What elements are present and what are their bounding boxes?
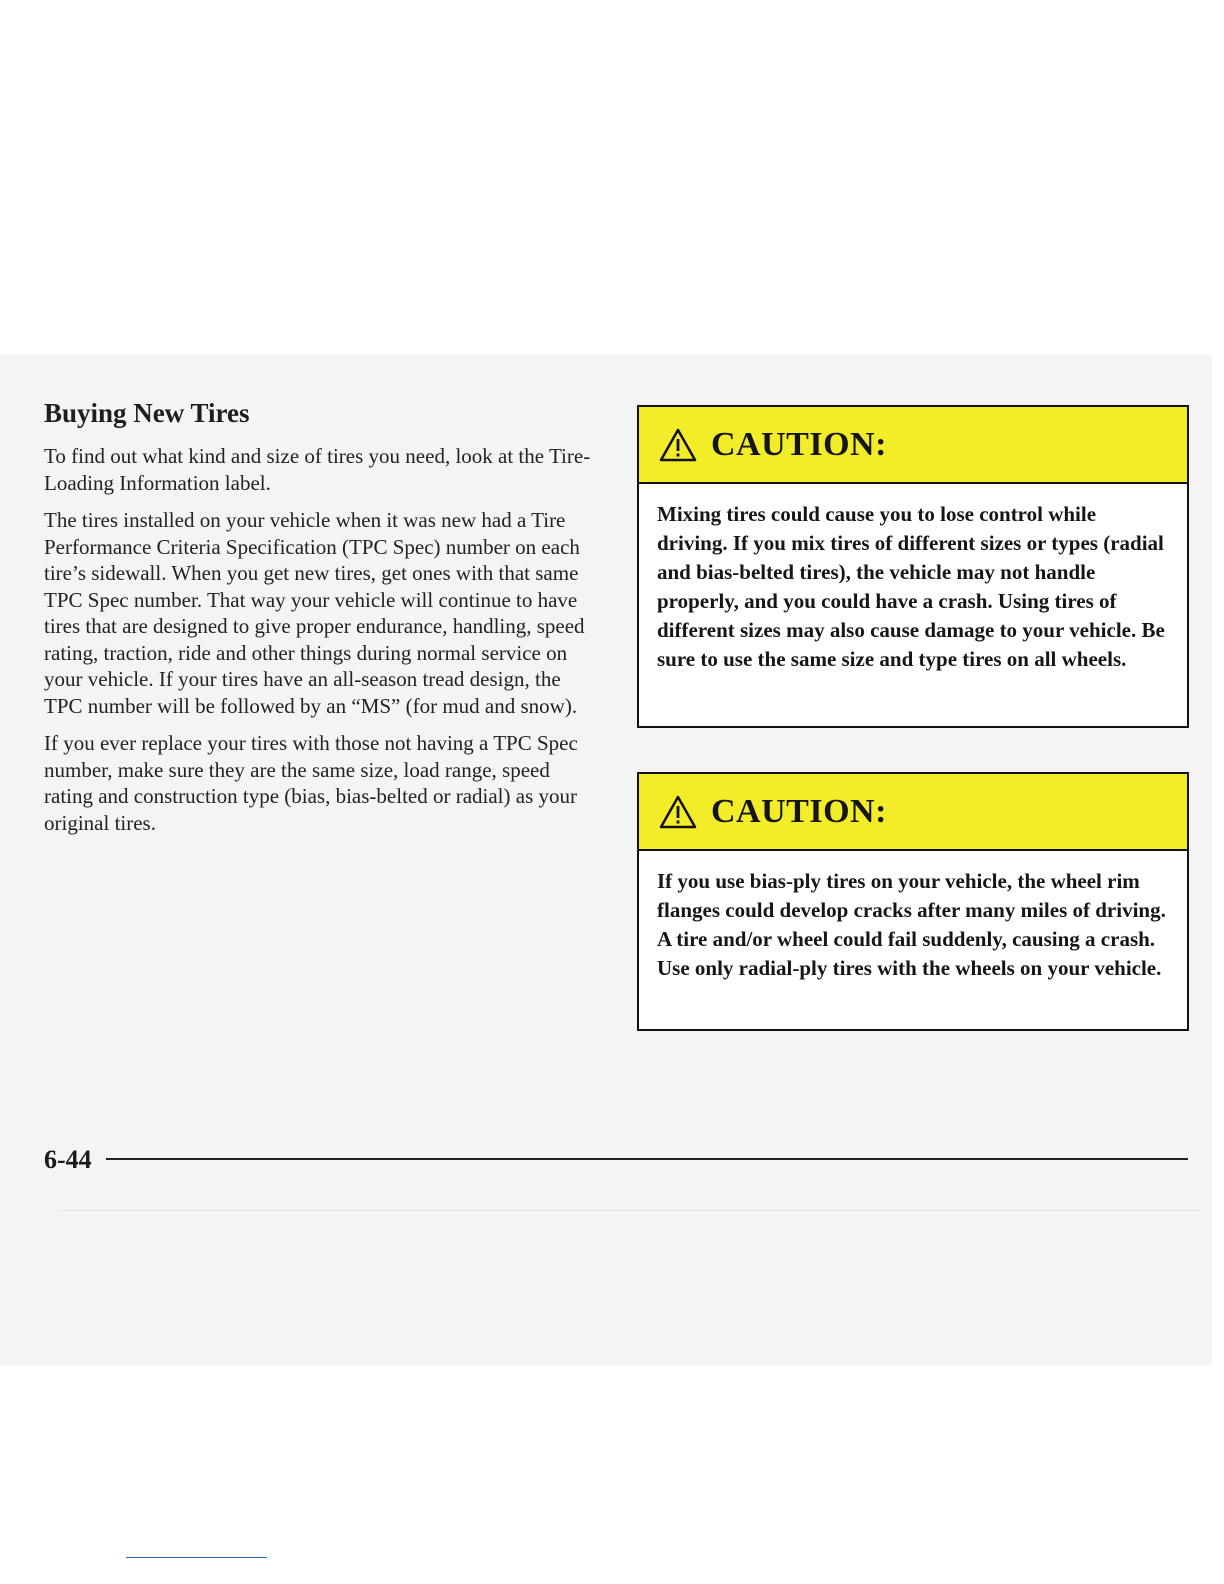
caution-title: CAUTION: xyxy=(711,792,887,830)
section-title: Buying New Tires xyxy=(44,398,250,428)
divider xyxy=(60,1210,1200,1211)
footer-rule xyxy=(106,1158,1188,1160)
caution-text: Mixing tires could cause you to lose control while driving. If you mix tires of different sizes or types (radial and bias-belted tires), the vehicle may not handle properly, and you could have a crash. Using tires of different sizes may also cause damage to your vehicle. Be sure to use the same size and type tires on all wheels. xyxy=(657,502,1165,671)
caution-title: CAUTION: xyxy=(711,425,887,463)
caution-box-1 xyxy=(637,405,1189,728)
caution-box-2 xyxy=(637,772,1189,1031)
body-text xyxy=(44,443,596,847)
page-number: 6-44 xyxy=(44,1145,92,1174)
caution-text: If you use bias-ply tires on your vehicle, the wheel rim flanges could develop cracks after many miles of driving. A tire and/or wheel could fail suddenly, causing a crash. Use only radial-ply tires with the wheels on your vehicle. xyxy=(657,869,1166,980)
paragraph-3: If you ever replace your tires with those not having a TPC Spec number, make sure they are the same size, load range, speed rating and construction type (bias, bias-belted or radial) as your original tires. xyxy=(44,731,578,835)
warning-triangle-icon xyxy=(659,428,697,462)
caution-header xyxy=(639,407,1187,484)
warning-triangle-icon xyxy=(659,795,697,829)
bottom-link-line xyxy=(126,1557,267,1558)
paragraph-1: To find out what kind and size of tires you need, look at the Tire-Loading Information label. xyxy=(44,444,591,495)
paragraph-2: The tires installed on your vehicle when it was new had a Tire Performance Criteria Specification (TPC Spec) number on each tire’s sidewall. When you get new tires, get ones with that same TPC Spec number. That way your vehicle will continue to have tires that are designed to give proper endurance, handling, speed rating, traction, ride and other things during normal service on your vehicle. If your tires have an all-season tread design, the TPC number will be followed by an “MS” (for mud and snow). xyxy=(44,508,585,718)
caution-header xyxy=(639,774,1187,851)
